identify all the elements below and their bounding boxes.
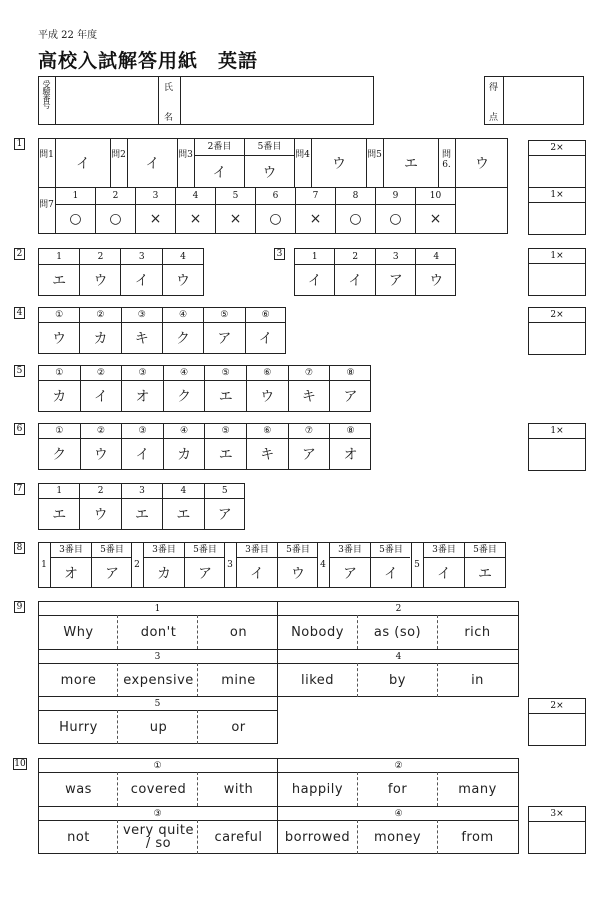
q10-heading-1: ① <box>153 760 162 771</box>
q5-answer: オ <box>135 389 150 405</box>
q2-answer: ウ <box>176 273 191 289</box>
q5-answer: イ <box>93 389 108 405</box>
q9rows-word: in <box>471 672 484 688</box>
q10-heading-2: ② <box>394 760 403 771</box>
q1-7-answer: ○ <box>69 211 82 227</box>
q4-number: ③ <box>137 310 146 320</box>
score-box-1b <box>528 187 586 235</box>
q1-3-sub1: 2番目 <box>207 142 232 152</box>
q1-7-number: 7 <box>312 191 319 201</box>
q10rows-word: covered <box>130 781 187 797</box>
q8-answer: エ <box>478 565 492 582</box>
q6-answer: ア <box>301 447 316 463</box>
q1-7-answer: ○ <box>109 211 122 227</box>
q7-answer: エ <box>134 507 149 523</box>
q5-number: ③ <box>138 368 147 378</box>
section-number: 4 <box>14 307 25 319</box>
q9rows-word: don't <box>140 624 177 640</box>
q3-number: 3 <box>392 251 399 262</box>
q9rows-word: more <box>60 672 97 688</box>
section-number: 10 <box>14 759 26 769</box>
q1-3-sub2: 5番目 <box>257 142 282 152</box>
q4-answer: ウ <box>52 331 67 347</box>
q8-sub-label: 3番目 <box>245 545 269 555</box>
q1-3-answer-1: イ <box>212 164 227 181</box>
q8-group-number: 2 <box>134 560 140 570</box>
q1-7-answer: × <box>149 211 162 227</box>
q2-answer: ウ <box>93 273 108 289</box>
q6-number: ⑤ <box>221 426 230 436</box>
q1-7-answer: × <box>189 211 202 227</box>
q5-answer: ウ <box>260 389 275 405</box>
q6-answer: カ <box>177 447 192 463</box>
q4-answer: ア <box>217 331 232 347</box>
q1-7-number: 4 <box>192 191 199 201</box>
q4-number: ⑥ <box>261 310 270 320</box>
q1-7-number: 9 <box>392 191 399 201</box>
q1-7-number: 8 <box>352 191 359 201</box>
q6-answer: エ <box>218 447 233 463</box>
q1-7-number: 10 <box>429 191 442 201</box>
score-box-4 <box>528 307 586 355</box>
q1-2-label: 問2 <box>111 150 126 160</box>
q4-answer: ク <box>176 331 191 347</box>
section-number: 8 <box>14 542 25 554</box>
name-field[interactable] <box>181 77 373 124</box>
section-number: 1 <box>14 138 25 150</box>
q8-answer: ア <box>198 565 212 582</box>
name-label-1: 氏 <box>164 83 174 93</box>
q10rows-word: from <box>461 829 494 845</box>
q1-5-label: 問5 <box>367 150 382 160</box>
q5-number: ⑧ <box>346 368 355 378</box>
q8-sub-label: 3番目 <box>152 545 176 555</box>
q5-answer: エ <box>218 389 233 405</box>
q1-7-number: 5 <box>232 191 239 201</box>
q5-answer: ア <box>343 389 358 405</box>
q10-heading-3: ③ <box>153 808 162 819</box>
score-box-1a <box>528 140 586 188</box>
q7-number: 2 <box>97 486 104 496</box>
q10rows-word: very quite / so <box>122 823 195 851</box>
q9rows-word: by <box>389 672 406 688</box>
q4-number: ④ <box>179 310 188 320</box>
q6-answer: オ <box>343 447 358 463</box>
q9rows-word: mine <box>221 672 256 688</box>
score-box-6 <box>528 423 586 471</box>
q8-group-number: 5 <box>414 560 420 570</box>
q1-4-answer: ウ <box>332 156 346 172</box>
q3-answer: ア <box>388 273 403 289</box>
q5-number: ⑥ <box>263 368 272 378</box>
q6-number: ② <box>96 426 105 436</box>
q8-sub-label: 5番目 <box>379 545 403 555</box>
q6-answer: ウ <box>93 447 108 463</box>
q9-heading-4: 4 <box>395 651 402 662</box>
q4-number: ⑤ <box>220 310 229 320</box>
q9rows-word: Nobody <box>291 624 344 640</box>
section-number: 7 <box>14 483 25 495</box>
q7-number: 5 <box>221 486 228 496</box>
q2-number: 1 <box>56 251 63 262</box>
q9rows-word: on <box>229 624 248 640</box>
score-multiplier: 1× <box>529 249 585 264</box>
score-label-2: 点 <box>489 113 499 123</box>
q1-6-answer: ウ <box>475 156 489 172</box>
q3-number: 2 <box>352 251 359 262</box>
q8-answer: イ <box>250 565 264 582</box>
exam-number-field[interactable] <box>56 77 157 124</box>
q1-2-answer: イ <box>145 156 160 172</box>
q3-number: 4 <box>433 251 440 262</box>
name-label-2: 名 <box>164 113 174 123</box>
q1-6-label: 問6. <box>441 150 451 170</box>
q5-number: ④ <box>180 368 189 378</box>
q9-heading-2: 2 <box>395 603 402 614</box>
q5-number: ⑦ <box>304 368 313 378</box>
total-score-box <box>484 76 584 125</box>
q9rows-word: liked <box>300 672 335 688</box>
q10rows-word: was <box>65 781 92 797</box>
q5-number: ① <box>55 368 64 378</box>
q5-answer: カ <box>52 389 67 405</box>
q1-7-answer: × <box>229 211 242 227</box>
q8-sub-label: 5番目 <box>286 545 310 555</box>
score-multiplier: 2× <box>529 699 585 714</box>
q2-number: 3 <box>138 251 145 262</box>
q8-answer: カ <box>157 565 171 582</box>
q8-sub-label: 3番目 <box>59 545 83 555</box>
q7-answer: エ <box>52 507 67 523</box>
q1-3-answer-2: ウ <box>262 164 277 181</box>
q10rows-word: not <box>67 829 90 845</box>
q8-sub-label: 5番目 <box>100 545 124 555</box>
q6-number: ⑧ <box>346 426 355 436</box>
q6-number: ③ <box>138 426 147 436</box>
q8-answer: ア <box>343 565 357 582</box>
q10rows-word: many <box>458 781 497 797</box>
q1-7-answer: ○ <box>389 211 402 227</box>
q1-7-answer: × <box>429 211 442 227</box>
q7-number: 4 <box>180 486 187 496</box>
q9rows-word: up <box>149 719 168 735</box>
q10rows-word: with <box>223 781 254 797</box>
q10rows-word: money <box>373 829 422 845</box>
score-box-10 <box>528 806 586 854</box>
section-number: 3 <box>274 248 285 260</box>
q2-answer: イ <box>134 273 149 289</box>
score-multiplier: 2× <box>529 141 585 156</box>
q2-number: 4 <box>180 251 186 262</box>
q8-group-number: 4 <box>320 560 326 570</box>
q4-answer: カ <box>93 331 108 347</box>
score-multiplier: 1× <box>529 188 585 203</box>
q6-answer: イ <box>135 447 150 463</box>
q6-number: ⑦ <box>304 426 313 436</box>
q9rows-word: rich <box>464 624 491 640</box>
q1-1-answer: イ <box>76 156 90 172</box>
score-box-9 <box>528 698 586 746</box>
q9-heading-1: 1 <box>154 603 161 614</box>
score-box-2 <box>528 248 586 296</box>
q7-answer: ウ <box>93 507 108 523</box>
q3-answer: イ <box>348 273 363 289</box>
q1-7-number: 2 <box>112 191 119 201</box>
q8-sub-label: 5番目 <box>193 545 217 555</box>
q7-answer: ア <box>217 507 232 523</box>
q6-number: ④ <box>180 426 189 436</box>
q3-answer: ウ <box>429 273 444 289</box>
q1-5-answer: エ <box>404 156 418 172</box>
q9rows-word: Why <box>63 624 94 640</box>
q1-3-label: 問3 <box>178 150 193 160</box>
section-number: 9 <box>14 601 25 613</box>
q4-answer: キ <box>134 331 149 347</box>
q1-7-number: 3 <box>152 191 159 201</box>
q8-answer: イ <box>384 565 398 582</box>
q8-sub-label: 5番目 <box>473 545 497 555</box>
q8-group-number: 1 <box>41 560 47 570</box>
q1-7-label: 問7 <box>39 200 54 210</box>
page-title: 高校入試解答用紙 英語 <box>38 50 259 72</box>
q3-number: 1 <box>311 251 318 262</box>
q5-number: ⑤ <box>221 368 230 378</box>
q7-number: 1 <box>56 486 63 496</box>
q7-answer: エ <box>176 507 191 523</box>
q1-7-answer: ○ <box>269 211 282 227</box>
q9-heading-3: 3 <box>154 651 161 662</box>
score-label-1: 得 <box>489 83 499 93</box>
q1-7-number: 1 <box>72 191 79 201</box>
q5-number: ② <box>96 368 105 378</box>
q3-answer: イ <box>307 273 322 289</box>
q1-4-label: 問4 <box>295 150 310 160</box>
q8-answer: オ <box>64 565 78 582</box>
q1-7-answer: ○ <box>349 211 362 227</box>
q9rows-word: or <box>231 719 246 735</box>
q5-answer: ク <box>177 389 192 405</box>
q4-number: ② <box>96 310 105 320</box>
exam-number-label: 受験番号 <box>42 80 51 108</box>
section-number: 6 <box>14 423 25 435</box>
q1-7-answer: × <box>309 211 322 227</box>
q9-heading-5: 5 <box>154 698 161 709</box>
q9rows-word: as (so) <box>373 624 422 640</box>
score-multiplier: 3× <box>529 807 585 822</box>
q9rows-word: Hurry <box>59 719 98 735</box>
q2-answer: エ <box>52 273 67 289</box>
q1-7-number: 6 <box>272 191 279 201</box>
score-multiplier: 1× <box>529 424 585 439</box>
score-multiplier: 2× <box>529 308 585 323</box>
q8-answer: ア <box>105 565 119 582</box>
q2-number: 2 <box>97 251 104 262</box>
q10-heading-4: ④ <box>394 808 403 819</box>
q4-number: ① <box>55 310 64 320</box>
q10rows-word: happily <box>291 781 344 797</box>
q8-answer: ウ <box>291 565 305 582</box>
section-number: 2 <box>14 248 25 260</box>
q8-answer: イ <box>437 565 451 582</box>
section-number: 5 <box>14 365 25 377</box>
q9rows-word: expensive <box>123 672 194 688</box>
exam-year: 平成 22 年度 <box>38 30 98 41</box>
q6-number: ⑥ <box>263 426 272 436</box>
q6-answer: ク <box>52 447 67 463</box>
q4-answer: イ <box>258 331 273 347</box>
q8-group-number: 3 <box>227 560 233 570</box>
q6-answer: キ <box>260 447 275 463</box>
q7-number: 3 <box>139 486 145 496</box>
q8-sub-label: 3番目 <box>338 545 362 555</box>
q10rows-word: borrowed <box>284 829 351 845</box>
q8-sub-label: 3番目 <box>432 545 456 555</box>
q6-number: ① <box>55 426 64 436</box>
q10rows-word: for <box>387 781 408 797</box>
q5-answer: キ <box>301 389 316 405</box>
q1-1-label: 問1 <box>39 150 54 160</box>
q10rows-word: careful <box>214 829 263 845</box>
